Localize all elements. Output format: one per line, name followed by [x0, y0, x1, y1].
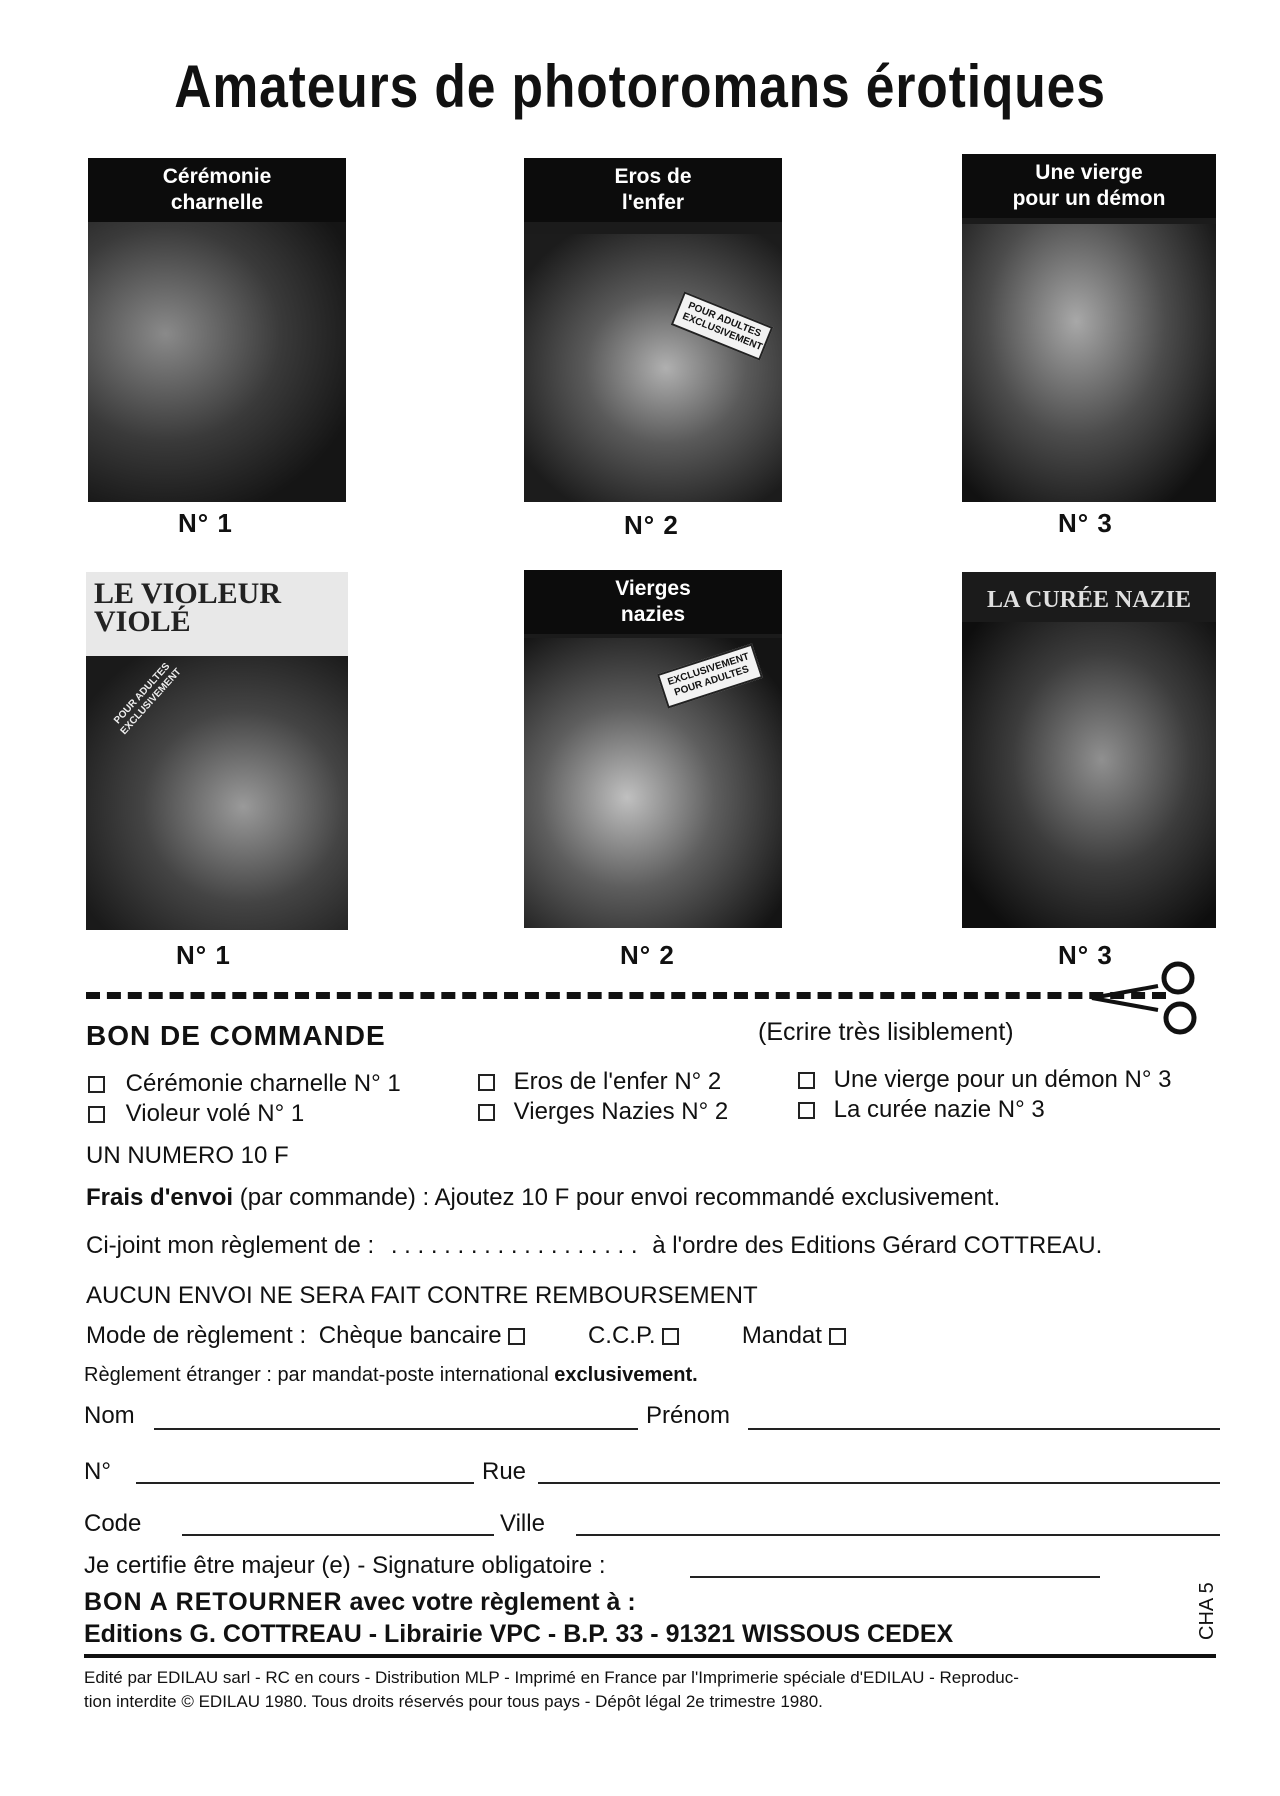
book-cover-eros — [524, 158, 782, 502]
book-number: N° 3 — [1058, 940, 1113, 970]
checkbox[interactable] — [508, 1328, 525, 1345]
checkbox[interactable] — [798, 1102, 815, 1119]
reference-code: CHA 5 — [1196, 1582, 1218, 1640]
cover-photo — [524, 234, 782, 502]
checkbox[interactable] — [798, 1072, 815, 1089]
checkbox[interactable] — [662, 1328, 679, 1345]
return-line-1: BON A RETOURNER avec votre règlement à : — [84, 1588, 636, 1616]
code-label: Code — [84, 1510, 142, 1537]
cut-line — [86, 992, 1166, 999]
no-cod-line: AUCUN ENVOI NE SERA FAIT CONTRE REMBOURSEMENT — [86, 1282, 758, 1309]
adults-sticker: POUR ADULTES EXCLUSIVEMENT — [671, 291, 773, 360]
payment-line: Ci-joint mon règlement de : . . . . . . . . . . . . . . . . . . . à l'ordre des Editions Gérard COTTREAU. — [86, 1232, 1103, 1259]
rue-label: Rue — [482, 1458, 527, 1485]
book-band-title: Vierges nazies — [524, 570, 782, 634]
prenom-input[interactable] — [748, 1428, 1220, 1430]
footer-rule — [84, 1654, 1216, 1658]
rue-input[interactable] — [538, 1482, 1220, 1484]
code-input[interactable] — [182, 1534, 494, 1536]
cover-title: LA CURÉE NAZIE — [986, 587, 1192, 613]
option-violeur[interactable]: Violeur volé N° 1 — [88, 1100, 304, 1128]
foreign-payment-line: Règlement étranger : par mandat-poste international exclusivement. — [84, 1364, 698, 1386]
shipping-label: Frais d'envoi — [86, 1184, 234, 1211]
option-ceremonie[interactable]: Cérémonie charnelle N° 1 — [88, 1070, 401, 1098]
mode-cheque[interactable]: Chèque bancaire — [319, 1322, 525, 1349]
option-eros[interactable]: Eros de l'enfer N° 2 — [478, 1068, 721, 1096]
cover-photo — [88, 222, 346, 502]
cover-photo — [962, 224, 1216, 502]
checkbox[interactable] — [829, 1328, 846, 1345]
book-number: N° 1 — [176, 940, 231, 970]
book-cover-curee-nazie — [962, 572, 1216, 928]
payment-mode-line: Mode de règlement : Chèque bancaire C.C.P. Mandat — [86, 1322, 846, 1350]
book-number: N° 2 — [620, 940, 675, 970]
prenom-label: Prénom — [646, 1402, 731, 1429]
adults-sticker: EXCLUSIVEMENT POUR ADULTES — [657, 643, 763, 708]
book-number: N° 3 — [1058, 508, 1113, 538]
book-cover-ceremonie — [88, 158, 346, 502]
book-cover-vierges-nazies — [524, 570, 782, 928]
book-band-title: Une vierge pour un démon — [962, 154, 1216, 218]
order-note: (Ecrire très lisiblement) — [758, 1018, 1014, 1046]
mode-mandat[interactable]: Mandat — [742, 1322, 846, 1349]
option-vierges-nazies[interactable]: Vierges Nazies N° 2 — [478, 1098, 728, 1126]
nom-input[interactable] — [154, 1428, 638, 1430]
ville-input[interactable] — [576, 1534, 1220, 1536]
mode-ccp[interactable]: C.C.P. — [588, 1322, 679, 1349]
signature-input[interactable] — [690, 1576, 1100, 1578]
footer-legal: Edité par EDILAU sarl - RC en cours - Distribution MLP - Imprimé en France par l'Imprimerie spéciale d'EDILAU - Reproduc- tion interdite © EDILAU 1980. Tous droits réservés pour tous pays - Dépôt légal 2e trimestre 1980. — [84, 1668, 1019, 1711]
numero-label: N° — [84, 1458, 111, 1485]
certify-line: Je certifie être majeur (e) - Signature obligatoire : — [84, 1552, 606, 1579]
scissors-icon — [1088, 958, 1208, 1038]
book-band-title: Cérémonie charnelle — [88, 158, 346, 222]
adults-sticker: POUR ADULTES EXCLUSIVEMENT — [112, 661, 184, 737]
page-title: Amateurs de photoromans érotiques — [174, 53, 1106, 120]
option-curee-nazie[interactable]: La curée nazie N° 3 — [798, 1096, 1045, 1124]
order-heading: BON DE COMMANDE — [86, 1020, 386, 1051]
checkbox[interactable] — [478, 1104, 495, 1121]
amount-field[interactable]: . . . . . . . . . . . . . . . . . . . — [390, 1232, 638, 1259]
checkbox[interactable] — [478, 1074, 495, 1091]
numero-input[interactable] — [136, 1482, 474, 1484]
cover-photo — [962, 622, 1216, 928]
ville-label: Ville — [500, 1510, 545, 1537]
checkbox[interactable] — [88, 1106, 105, 1123]
price-line: UN NUMERO 10 F — [86, 1142, 289, 1169]
book-band-title: Eros de l'enfer — [524, 158, 782, 222]
book-cover-vierge-demon — [962, 154, 1216, 502]
option-vierge-demon[interactable]: Une vierge pour un démon N° 3 — [798, 1066, 1171, 1094]
shipping-line: Frais d'envoi (par commande) : Ajoutez 10 F pour envoi recommandé exclusivement. — [86, 1184, 1001, 1211]
cover-title: LE VIOLEUR VIOLÉ — [94, 577, 282, 638]
book-number: N° 1 — [178, 508, 233, 538]
book-cover-violeur-viole — [86, 572, 348, 930]
return-address: Editions G. COTTREAU - Librairie VPC - B.P. 33 - 91321 WISSOUS CEDEX — [84, 1620, 954, 1648]
nom-label: Nom — [84, 1402, 135, 1429]
book-number: N° 2 — [624, 510, 679, 540]
checkbox[interactable] — [88, 1076, 105, 1093]
